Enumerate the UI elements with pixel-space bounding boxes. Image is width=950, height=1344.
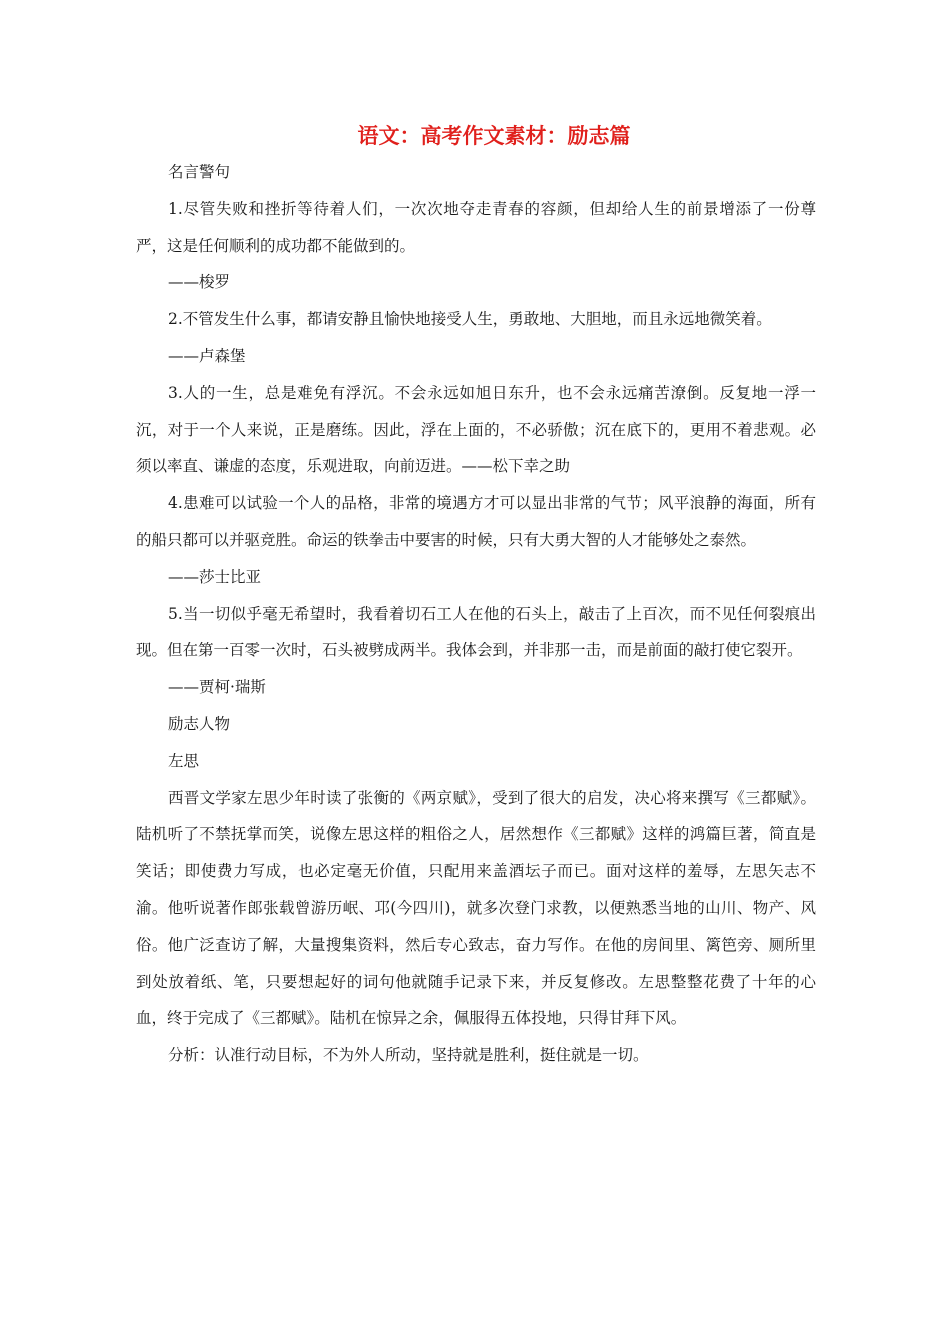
quote-5-author: ——贾柯·瑞斯 xyxy=(168,678,266,697)
quote-5: 5.当一切似乎毫无希望时，我看着切石工人在他的石头上，敲击了上百次，而不见任何裂痕出现。但在第一百零一次时，石头被劈成两半。我体会到，并非那一击，而是前面的敲打使它裂开。 xyxy=(136,604,816,660)
quote-1-author: ——梭罗 xyxy=(168,273,231,292)
quote-3: 3.人的一生，总是难免有浮沉。不会永远如旭日东升，也不会永远痛苦潦倒。反复地一浮一沉，对于一个人来说，正是磨练。因此，浮在上面的，不必骄傲；沉在底下的，更用不着悲观。必须以率直、谦虚的态度，乐观进取，向前迈进。——松下幸之助 xyxy=(136,383,816,476)
document-title: 语文：高考作文素材：励志篇 xyxy=(357,123,631,148)
section-heading-quotes: 名言警句 xyxy=(168,163,231,181)
figure-story: 西晋文学家左思少年时读了张衡的《两京赋》，受到了很大的启发，决心将来撰写《三都赋》。陆机听了不禁抚掌而笑，说像左思这样的粗俗之人，居然想作《三都赋》这样的鸿篇巨著，简直是笑话；即使费力写成，也必定毫无价值，只配用来盖酒坛子而已。面对这样的羞辱，左思矢志不渝。他听说著作郎张载曾游历岷、邛(今四川)，就多次登门求教，以便熟悉当地的山川、物产、风俗。他广泛查访了解，大量搜集资料，然后专心致志，奋力写作。在他的房间里、篱笆旁、厕所里到处放着纸、笔，只要想起好的词句他就随手记录下来，并反复修改。左思整整花费了十年的心血，终于完成了《三都赋》。陆机在惊异之余，佩服得五体投地，只得甘拜下风。 xyxy=(136,788,816,1028)
analysis: 分析：认准行动目标，不为外人所动，坚持就是胜利，挺住就是一切。 xyxy=(168,1046,649,1065)
quote-4: 4.患难可以试验一个人的品格，非常的境遇方才可以显出非常的气节；风平浪静的海面，所有的船只都可以并驱竞胜。命运的铁拳击中要害的时候，只有大勇大智的人才能够处之泰然。 xyxy=(136,494,816,549)
quote-4-author: ——莎士比亚 xyxy=(168,567,262,586)
section-heading-figures: 励志人物 xyxy=(168,714,231,733)
quote-2-author: ——卢森堡 xyxy=(168,346,246,365)
figure-name: 左思 xyxy=(168,751,200,770)
document-page xyxy=(136,118,816,1074)
quote-1: 1.尽管失败和挫折等待着人们，一次次地夺走青春的容颜，但却给人生的前景增添了一份尊严，这是任何顺利的成功都不能做到的。 xyxy=(136,199,816,255)
quote-2: 2.不管发生什么事，都请安静且愉快地接受人生，勇敢地、大胆地，而且永远地微笑着。 xyxy=(168,310,772,329)
